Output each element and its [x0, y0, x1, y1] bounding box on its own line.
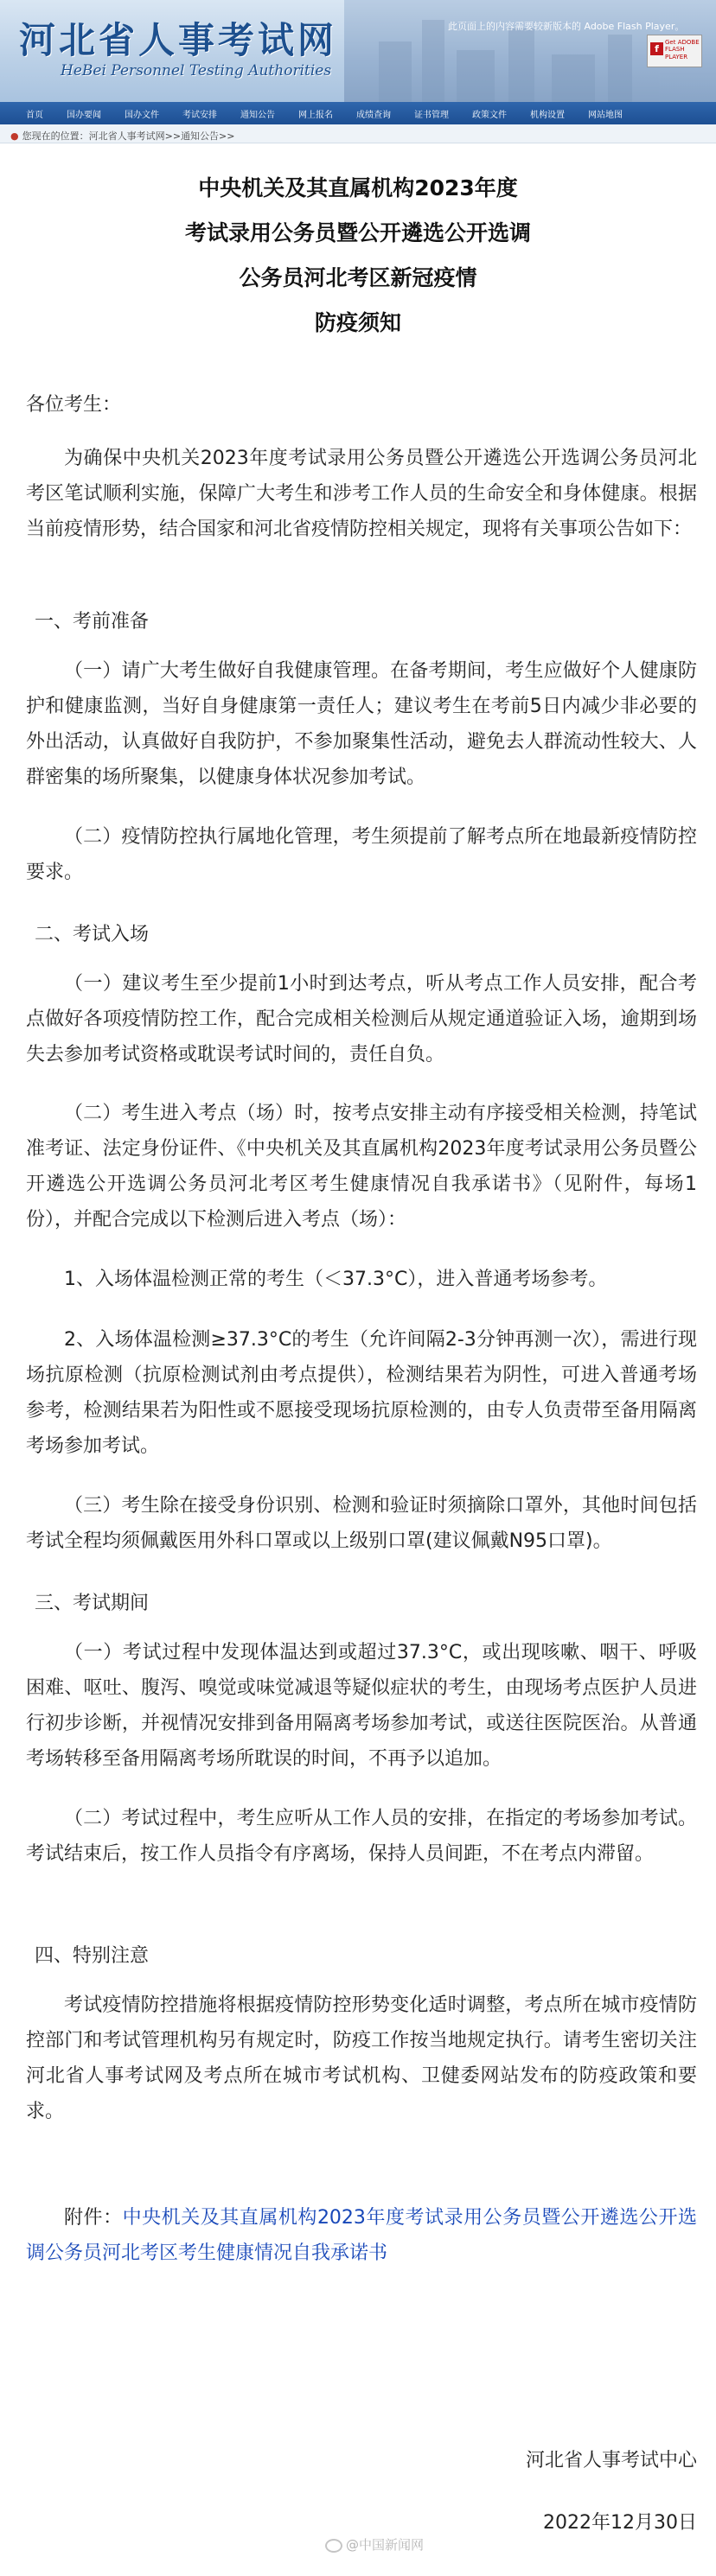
- nav-item-policy[interactable]: 政策文件: [472, 110, 507, 120]
- section-3-paragraph-2: （二）考试过程中，考生应听从工作人员的安排，在指定的考场参加考试。考试结束后，按工作人员指令有序离场，保持人员间距，不在考点内滞留。: [26, 1808, 697, 1865]
- nav-item-certificates[interactable]: 证书管理: [414, 110, 449, 120]
- section-2-paragraph-3: 1、入场体温检测正常的考生（＜37.3°C），进入普通考场参考。: [64, 1269, 608, 1290]
- greeting: 各位考生：: [26, 394, 122, 416]
- nav-item-news[interactable]: 国办要闻: [67, 110, 101, 120]
- section-title-3: 三、考试期间: [35, 1593, 150, 1614]
- weibo-logo-icon: [325, 2539, 342, 2553]
- breadcrumb-text[interactable]: 您现在的位置：河北省人事考试网>>通知公告>>: [22, 130, 235, 142]
- flash-button-label: Get ADOBE FLASH PLAYER: [665, 39, 700, 60]
- section-title-1: 一、考前准备: [35, 611, 150, 633]
- section-1-paragraph-2: （二）疫情防控执行属地化管理，考生须提前了解考点所在地最新疫情防控要求。: [26, 826, 697, 883]
- intro-paragraph: 为确保中央机关2023年度考试录用公务员暨公开遴选公开选调公务员河北考区笔试顺利实施，保障广大考生和涉考工作人员的生命安全和身体健康。根据当前疫情形势，结合国家和河北省疫情防控相关规定，现将有关事项公告如下：: [26, 448, 697, 540]
- watermark: [325, 2535, 424, 2554]
- nav-item-sitemap[interactable]: 网站地图: [588, 110, 623, 120]
- nav-item-home[interactable]: 首页: [26, 110, 43, 120]
- section-2-paragraph-1: （一）建议考生至少提前1小时到达考点，听从考点工作人员安排，配合考点做好各项疫情防控工作，配合完成相关检测后从规定通道验证入场，逾期到场失去参加考试资格或耽误考试时间的，责任自负。: [26, 973, 697, 1065]
- attachment-link[interactable]: 中央机关及其直属机构2023年度考试录用公务员暨公开遴选公开选调公务员河北考区考生健康情况自我承诺书: [26, 2207, 697, 2264]
- flash-notice: 此页面上的内容需要较新版本的 Adobe Flash Player。: [448, 21, 685, 32]
- page-title-line-2: 考试录用公务员暨公开遴选公开选调: [184, 220, 531, 245]
- flash-player-button[interactable]: [647, 35, 702, 67]
- nav-item-organization[interactable]: 机构设置: [530, 110, 565, 120]
- watermark-text: @中国新闻网: [346, 2537, 425, 2553]
- attachment-label: 附件：: [64, 2207, 123, 2229]
- header-banner: [0, 0, 716, 102]
- section-3-paragraph-1: （一）考试过程中发现体温达到或超过37.3°C，或出现咳嗽、咽干、呼吸困难、呕吐、腹泻、嗅觉或味觉减退等疑似症状的考生，由现场考点医护人员进行初步诊断，并视情况安排到备用隔离考场参加考试，或送往医院医治。从普通考场转移至备用隔离考场所耽误的时间，不再予以追加。: [26, 1642, 697, 1770]
- site-title-en: HeBei Personnel Testing Authorities: [61, 62, 332, 80]
- site-title: 河北省人事考试网: [19, 19, 338, 61]
- nav-item-exam-schedule[interactable]: 考试安排: [182, 110, 217, 120]
- section-1-paragraph-1: （一）请广大考生做好自我健康管理。在备考期间，考生应做好个人健康防护和健康监测，当好自身健康第一责任人；建议考生在考前5日内减少非必要的外出活动，认真做好自我防护，不参加聚集性活动，避免去人群流动性较大、人群密集的场所聚集，以健康身体状况参加考试。: [26, 660, 697, 788]
- breadcrumb: [0, 124, 716, 143]
- signature: 河北省人事考试中心: [525, 2450, 697, 2471]
- nav-item-docs[interactable]: 国办文件: [125, 110, 159, 120]
- location-pin-icon: ●: [10, 130, 19, 142]
- section-title-2: 二、考试入场: [35, 924, 150, 945]
- nav-item-scores[interactable]: 成绩查询: [356, 110, 391, 120]
- nav-item-registration[interactable]: 网上报名: [298, 110, 333, 120]
- publish-date: 2022年12月30日: [543, 2512, 697, 2534]
- flash-logo-icon: f: [650, 42, 663, 55]
- page-title-line-3: 公务员河北考区新冠疫情: [239, 265, 477, 290]
- section-2-paragraph-2: （二）考生进入考点（场）时，按考点安排主动有序接受相关检测，持笔试准考证、法定身份证件、《中央机关及其直属机构2023年度考试录用公务员暨公开遴选公开选调公务员河北考区考生健康情况自我承诺书》（见附件，每场1份），并配合完成以下检测后进入考点（场）：: [26, 1103, 697, 1231]
- attachment-line: [26, 2200, 697, 2271]
- page-title-line-4: 防疫须知: [314, 310, 401, 335]
- section-2-paragraph-4: 2、入场体温检测≥37.3°C的考生（允许间隔2-3分钟再测一次），需进行现场抗原检测（抗原检测试剂由考点提供），检测结果若为阴性，可进入普通考场参考，检测结果若为阳性或不愿接受现场抗原检测的，由专人负责带至备用隔离考场参加考试。: [26, 1329, 697, 1457]
- section-4-paragraph-1: 考试疫情防控措施将根据疫情防控形势变化适时调整，考点所在城市疫情防控部门和考试管理机构另有规定时，防疫工作按当地规定执行。请考生密切关注河北省人事考试网及考点所在城市考试机构、卫健委网站发布的防疫政策和要求。: [26, 1994, 697, 2122]
- section-title-4: 四、特别注意: [35, 1945, 150, 1967]
- nav-item-notices[interactable]: 通知公告: [240, 110, 275, 120]
- page-title-line-1: 中央机关及其直属机构2023年度: [198, 175, 518, 200]
- main-nav: [0, 102, 716, 124]
- section-2-paragraph-5: （三）考生除在接受身份识别、检测和验证时须摘除口罩外，其他时间包括考试全程均须佩戴医用外科口罩或以上级别口罩(建议佩戴N95口罩)。: [26, 1495, 697, 1552]
